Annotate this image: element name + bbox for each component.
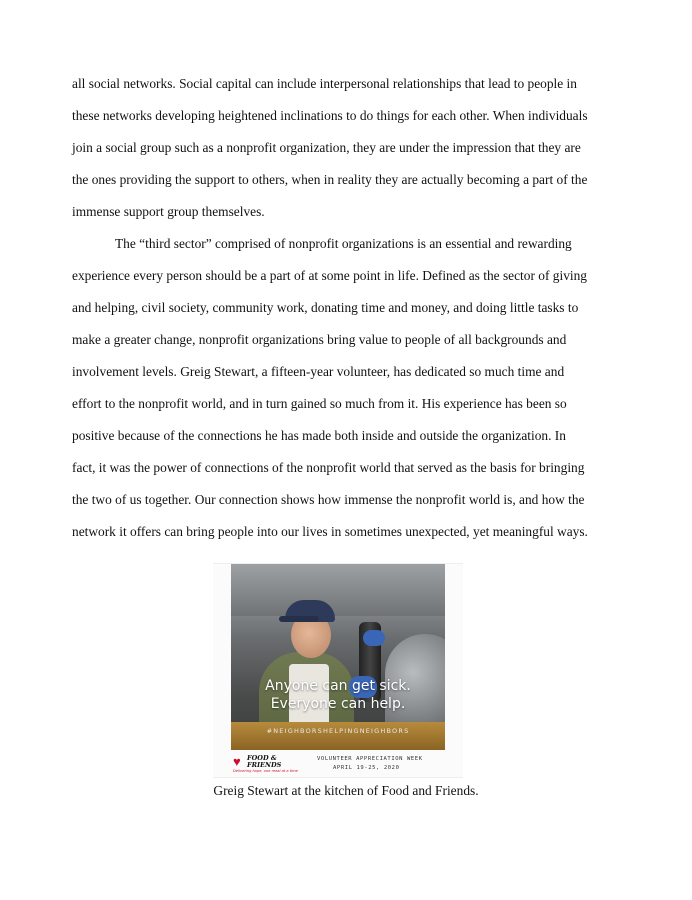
volunteer-figure [213, 563, 463, 778]
volunteer-week-dates: APRIL 19-25, 2020 [333, 765, 400, 771]
paragraph1-line: join a social group such as a nonprofit organization, they are under the impression that they are [72, 140, 581, 155]
paragraph2-line: experience every person should be a part of at some point in life. Defined as the sector of giving [72, 268, 587, 283]
paragraph2-line: effort to the nonprofit world, and in turn gained so much from it. His experience has been so [72, 396, 567, 411]
logo-tagline: Delivering hope, one meal at a time [233, 769, 298, 773]
cap-brim [279, 616, 319, 622]
overlay-text-line1: Anyone can get sick. [265, 678, 411, 694]
overlay-text-line2: Everyone can help. [270, 696, 406, 712]
paragraph1-line: these networks developing heightened inclinations to do things for each other. When individuals [72, 108, 588, 123]
logo-name [247, 755, 281, 769]
paragraph1-line: the ones providing the support to others, when in reality they are actually becoming a part of the [72, 172, 588, 187]
paragraph2-line: network it offers can bring people into our lives in sometimes unexpected, yet meaningful ways. [72, 524, 588, 539]
paragraph2-line: the two of us together. Our connection shows how immense the nonprofit world is, and how the [72, 492, 585, 507]
paragraph2-line: The “third sector” comprised of nonprofit organizations is an essential and rewarding [115, 236, 572, 251]
paragraph2-line: involvement levels. Greig Stewart, a fifteen-year volunteer, has dedicated so much time and [72, 364, 565, 379]
heart-icon: ♥ [233, 754, 241, 769]
blue-glove [363, 630, 385, 646]
paragraph2-line: and helping, civil society, community work, donating time and money, and doing little tasks to [72, 300, 579, 315]
paragraph2-line: positive because of the connections he has made both inside and outside the organization. In [72, 428, 566, 443]
hashtag-text: #NEIGHBORSHELPINGNEIGHBORS [266, 727, 410, 735]
paragraph1-line: immense support group themselves. [72, 204, 265, 219]
figure-caption: Greig Stewart at the kitchen of Food and Friends. [213, 783, 479, 798]
logo-name-line2: FRIENDS [247, 761, 282, 769]
kitchen-photo [231, 564, 445, 750]
food-and-friends-logo [233, 752, 303, 776]
logo-name-line1: FOOD & [247, 754, 277, 762]
paragraph1-line: all social networks. Social capital can include interpersonal relationships that lead to people in [72, 76, 577, 91]
volunteer-week-title: VOLUNTEER APPRECIATION WEEK [317, 756, 423, 762]
paragraph2-line: fact, it was the power of connections of the nonprofit world that served as the basis for bringing [72, 460, 585, 475]
kitchen-hood [231, 564, 445, 616]
paragraph2-line: make a greater change, nonprofit organizations bring value to people of all backgrounds and [72, 332, 567, 347]
